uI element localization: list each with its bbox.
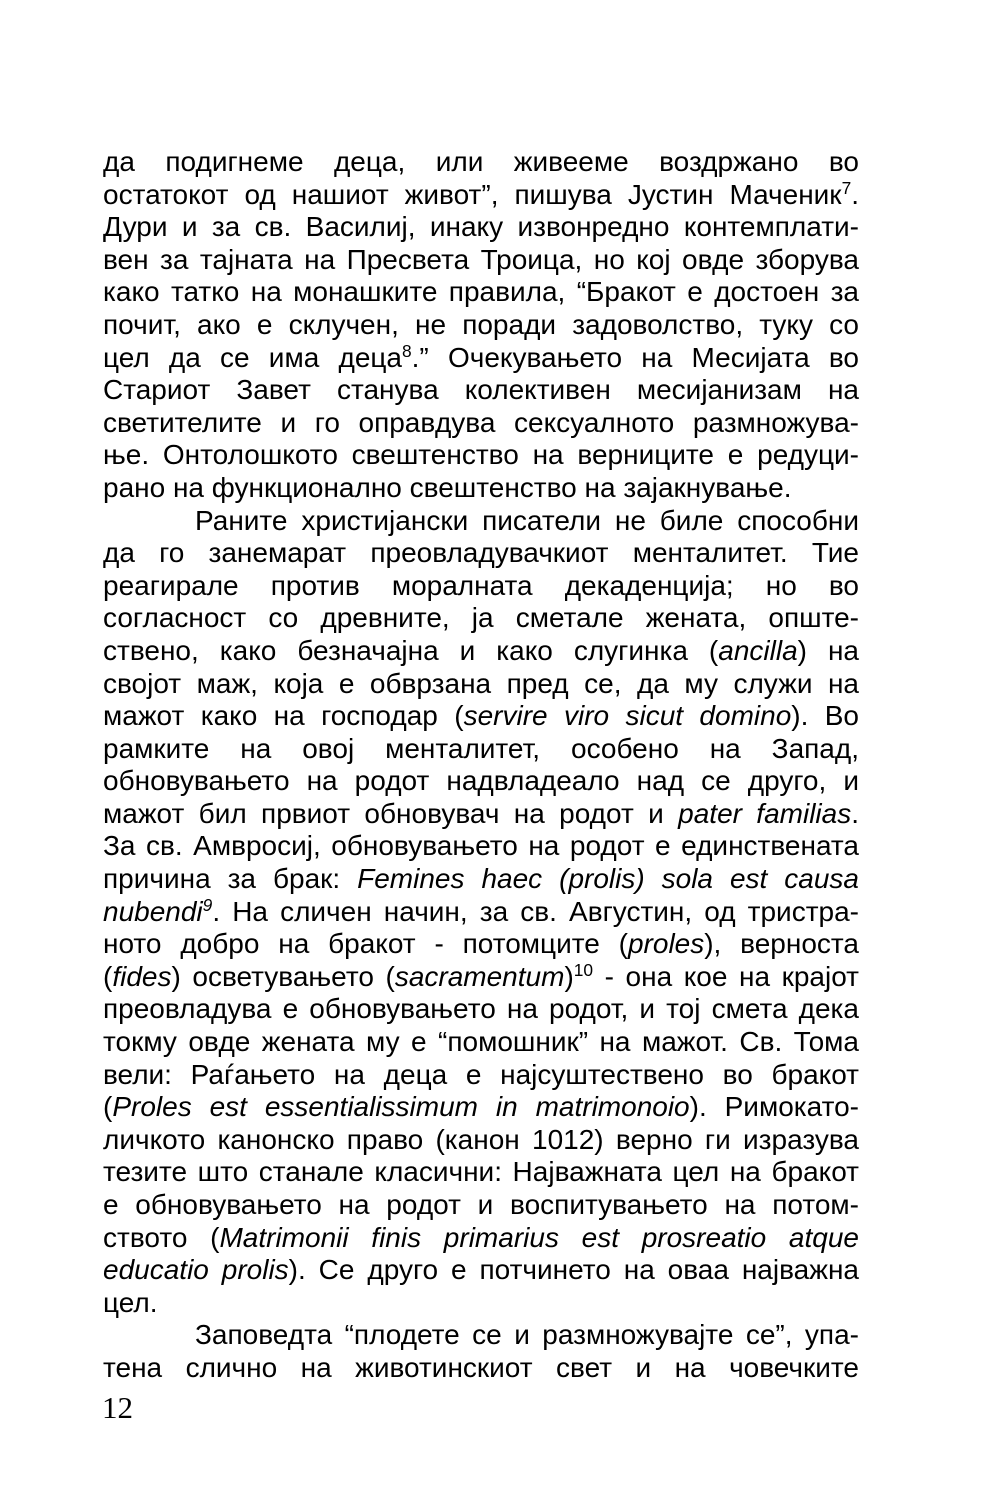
latin-italic-phrase: nubendi	[103, 895, 203, 927]
text-run: да го занемарат преовладувачкиот менталитет. Тие	[103, 537, 859, 569]
text-line	[103, 993, 859, 1026]
text-run: токму овде жената му е “помошник” на мажот. Св. Тома	[103, 1026, 859, 1058]
paragraph	[103, 505, 859, 1320]
text-line	[103, 342, 859, 375]
text-run: да подигнеме деца, или живееме воздржано во	[103, 146, 859, 177]
latin-italic-phrase: pater familias	[678, 797, 852, 829]
text-line	[103, 863, 859, 896]
text-run: Дури и за св. Василиј, инаку извонредно контемплати-	[103, 211, 859, 243]
text-line	[103, 179, 859, 212]
text-block	[103, 146, 859, 1385]
text-run: рамките на овој менталитет, особено на Запад,	[103, 732, 859, 764]
text-line	[103, 407, 859, 440]
text-run: согласност со древните, ја сметале жената, опште-	[103, 602, 859, 634]
text-line	[103, 765, 859, 798]
text-line	[103, 602, 859, 635]
footnote-reference: 9	[202, 895, 213, 916]
latin-italic-phrase: educatio prolis	[103, 1254, 289, 1286]
text-line	[103, 1319, 859, 1352]
text-run: како татко на монашките правила, “Бракот е достоен за	[103, 276, 859, 308]
text-run: причина за брак:	[103, 863, 358, 895]
text-run: ње. Онтолошкото свештенство на верниците е редуци-	[103, 439, 859, 471]
text-line	[103, 1091, 859, 1124]
latin-italic-phrase: servire viro sicut domino	[463, 700, 792, 732]
text-run: реагирале против моралната декаденција; но во	[103, 569, 859, 601]
text-line	[103, 244, 859, 277]
latin-italic-phrase: sacramentum	[394, 960, 565, 992]
text-run: (	[103, 960, 113, 992]
text-line	[103, 1156, 859, 1189]
latin-italic-phrase: ancilla	[718, 634, 798, 666]
text-run: тена слично на животинскиот свет и на човечките	[103, 1351, 859, 1383]
text-run: (	[103, 1091, 113, 1123]
text-line	[103, 1026, 859, 1059]
text-run: вели: Раѓањето на деца е најсуштествено во бракот	[103, 1058, 859, 1090]
text-run: ), верноста	[704, 928, 859, 960]
text-run: ) осветувањето (	[171, 960, 395, 992]
latin-italic-phrase: proles	[627, 928, 705, 960]
latin-italic-phrase: Proles est essentialissimum in matrimonoio	[112, 1091, 690, 1123]
paragraph	[103, 1319, 859, 1384]
text-run: мажот бил првиот обновувач на родот и	[103, 797, 679, 829]
text-run: Раните христијански писатели не биле способни	[195, 504, 859, 536]
text-line	[103, 472, 859, 505]
text-line	[103, 537, 859, 570]
text-run: Заповедта “плодете се и размножувајте се”, упа-	[195, 1319, 859, 1351]
text-run: мажот како на господар (	[103, 700, 464, 732]
text-line	[103, 374, 859, 407]
latin-italic-phrase: Matrimonii finis primarius est prosreatio atque	[219, 1221, 859, 1253]
text-run: ) на	[797, 634, 860, 666]
text-run: рано на функционално свештенство на зајакнување.	[103, 471, 792, 503]
text-run: ). Се друго е потчинето на оваа најважна	[288, 1254, 859, 1286]
page-number: 12	[102, 1390, 133, 1425]
text-run: преовладува е обновувањето на родот, и тој смета дека	[103, 993, 859, 1025]
text-line	[103, 1124, 859, 1157]
text-run: вен за тајната на Пресвета Троица, но кој овде зборува	[103, 243, 859, 275]
text-run: . На сличен начин, за св. Августин, од тристра-	[212, 895, 859, 927]
latin-italic-phrase: Femines haec (prolis) sola est causa	[357, 863, 859, 895]
latin-italic-phrase: fides	[112, 960, 172, 992]
text-run: светителите и го оправдува сексуалното размножува-	[103, 406, 859, 438]
text-line	[103, 1189, 859, 1222]
text-run: обновувањето на родот надвладеало над се друго, и	[103, 765, 859, 797]
text-line	[103, 896, 859, 929]
text-run: За св. Амвросиј, обновувањето на родот е единствената	[103, 830, 859, 862]
text-run: почит, ако е склучен, не поради задоволство, туку со	[103, 308, 859, 340]
text-run: .	[851, 797, 859, 829]
text-line	[103, 700, 859, 733]
text-run: ното добро на бракот - потомците (	[103, 928, 628, 960]
text-line	[103, 211, 859, 244]
text-line	[103, 439, 859, 472]
footnote-reference: 7	[841, 178, 852, 199]
text-run: ). Во	[791, 700, 859, 732]
text-run: ството (	[103, 1221, 220, 1253]
text-line	[103, 505, 859, 538]
text-run: ). Римокато-	[689, 1091, 860, 1123]
text-line	[103, 1287, 859, 1320]
text-line	[103, 798, 859, 831]
text-run: тезите што станале класични: Најважната цел на бракот	[103, 1156, 859, 1188]
text-line	[103, 1059, 859, 1092]
text-line	[103, 635, 859, 668]
text-run: .	[851, 178, 859, 210]
text-line	[103, 830, 859, 863]
text-run: .” Очекувањето на Месијата во	[411, 341, 859, 373]
text-run: цел да се има деца	[103, 341, 402, 373]
text-run: остатокот од нашиот живот”, пишува Јустин Маченик	[103, 178, 842, 210]
text-line	[103, 733, 859, 766]
text-line	[103, 668, 859, 701]
text-line	[103, 961, 859, 994]
text-run: Стариот Завет станува колективен месијанизам на	[103, 374, 859, 406]
text-run: )	[564, 960, 574, 992]
footnote-reference: 8	[402, 341, 412, 362]
text-line	[103, 146, 859, 179]
text-run: својот маж, која е обврзана пред се, да му служи на	[103, 667, 859, 699]
text-run: е обновувањето на родот и воспитувањето на потом-	[103, 1189, 859, 1220]
footnote-reference: 10	[573, 960, 594, 981]
text-line	[103, 1254, 859, 1287]
text-run: - она кое на крајот	[593, 960, 860, 992]
text-line	[103, 928, 859, 961]
text-line	[103, 570, 859, 603]
text-run: цел.	[103, 1286, 158, 1318]
text-run: ствено, како безначајна и како слугинка (	[103, 634, 719, 666]
text-run: личкото канонско право (канон 1012) верно ги изразува	[103, 1123, 859, 1155]
text-line	[103, 1352, 859, 1385]
paragraph	[103, 146, 859, 505]
text-line	[103, 1222, 859, 1255]
text-line	[103, 276, 859, 309]
text-line	[103, 309, 859, 342]
